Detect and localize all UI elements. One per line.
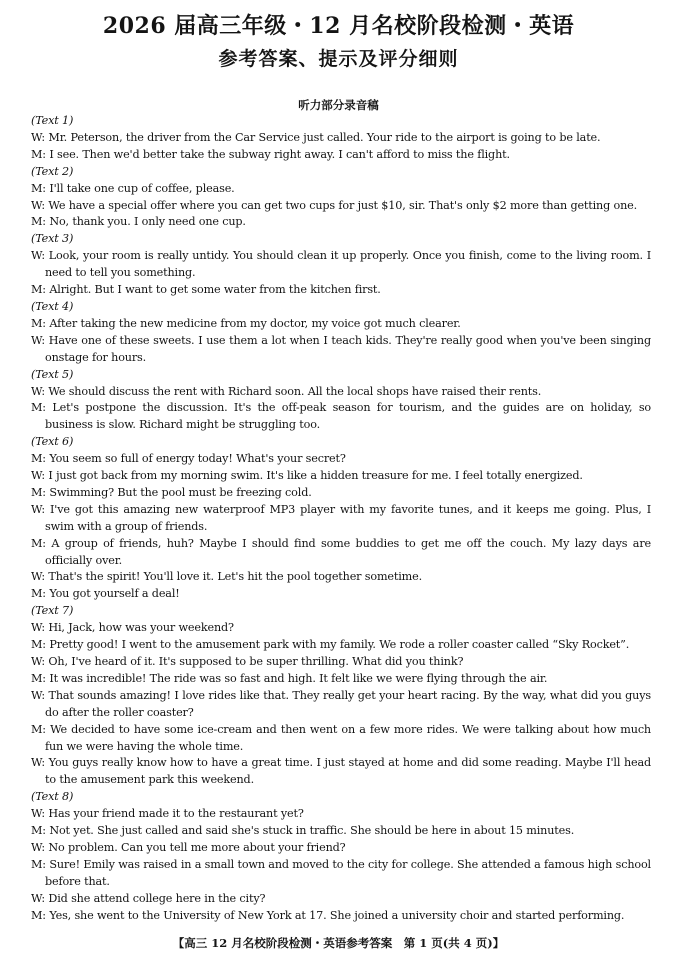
dialogue-line: M: Alright. But I want to get some water from the kitchen first. bbox=[31, 283, 381, 297]
dialogue-line: M: You seem so full of energy today! What's your secret? bbox=[31, 452, 346, 466]
dialogue-line: M: After taking the new medicine from my doctor, my voice got much clearer. bbox=[31, 316, 461, 330]
transcript-body bbox=[31, 113, 651, 925]
dialogue-line: W: That sounds amazing! I love rides like that. They really get your heart racing. By the way, what did you guys do after the roller coaster? bbox=[31, 688, 651, 719]
document-title: 2026 届高三年级・12 月名校阶段检测・英语 bbox=[102, 13, 575, 39]
dialogue-line: W: Look, your room is really untidy. You should clean it up properly. Once you finish, come to the living room. I need to tell you something. bbox=[31, 249, 651, 280]
dialogue-line: W: We have a special offer where you can get two cups for just $10, sir. That's only $2 more than getting one. bbox=[31, 198, 638, 212]
dialogue-line: W: Has your friend made it to the restaurant yet? bbox=[31, 807, 304, 821]
text-number-label: (Text 6) bbox=[31, 435, 74, 449]
text-number-label: (Text 3) bbox=[31, 232, 74, 246]
dialogue-line: W: Hi, Jack, how was your weekend? bbox=[31, 621, 234, 635]
dialogue-line: M: Sure! Emily was raised in a small town and moved to the city for college. She attended a famous high school before that. bbox=[31, 857, 651, 888]
text-number-label: (Text 2) bbox=[31, 164, 74, 178]
dialogue-line: M: I'll take one cup of coffee, please. bbox=[31, 181, 235, 195]
dialogue-line: W: We should discuss the rent with Richard soon. All the local shops have raised their rents. bbox=[31, 384, 542, 398]
text-number-label: (Text 1) bbox=[31, 114, 74, 127]
section-title: 听力部分录音稿 bbox=[298, 98, 379, 112]
dialogue-line: W: No problem. Can you tell me more about your friend? bbox=[31, 840, 346, 854]
dialogue-line: W: That's the spirit! You'll love it. Let's hit the pool together sometime. bbox=[31, 570, 422, 584]
dialogue-line: M: Pretty good! I went to the amusement park with my family. We rode a roller coaster called “Sky Rocket”. bbox=[31, 638, 630, 652]
text-number-label: (Text 7) bbox=[31, 604, 74, 618]
dialogue-line: W: I've got this amazing new waterproof MP3 player with my favorite tunes, and it keeps me going. Plus, I swim with a group of friends. bbox=[31, 502, 651, 533]
dialogue-line: W: Have one of these sweets. I use them a lot when I teach kids. They're really good when you've been singing onstage for hours. bbox=[31, 333, 651, 364]
dialogue-line: W: You guys really know how to have a great time. I just stayed at home and did some reading. Maybe I'll head to the amusement park this weekend. bbox=[31, 756, 651, 787]
dialogue-line: M: You got yourself a deal! bbox=[31, 587, 180, 601]
text-number-label: (Text 8) bbox=[31, 790, 74, 804]
dialogue-line: M: We decided to have some ice-cream and then went on a few more rides. We were talking about how much fun we were having the whole time. bbox=[31, 722, 651, 753]
dialogue-line: W: Oh, I've heard of it. It's supposed to be super thrilling. What did you think? bbox=[31, 655, 464, 668]
dialogue-line: M: I see. Then we'd better take the subway right away. I can't afford to miss the flight. bbox=[31, 147, 510, 161]
text-number-label: (Text 4) bbox=[31, 299, 74, 313]
dialogue-line: M: Not yet. She just called and said she's stuck in traffic. She should be here in about 15 minutes. bbox=[31, 824, 575, 838]
dialogue-line: W: I just got back from my morning swim. It's like a hidden treasure for me. I feel totally energized. bbox=[31, 469, 583, 483]
page-footer: 【高三 12 月名校阶段检测・英语参考答案 第 1 页(共 4 页)】 bbox=[172, 936, 505, 950]
document-subtitle: 参考答案、提示及评分细则 bbox=[218, 48, 459, 70]
dialogue-line: M: Let's postpone the discussion. It's the off-peak season for tourism, and the guides are on holiday, so business is slow. Richard might be struggling too. bbox=[31, 401, 651, 432]
dialogue-line: M: Swimming? But the pool must be freezing cold. bbox=[31, 485, 312, 499]
dialogue-line: M: Yes, she went to the University of New York at 17. She joined a university choir and started performing. bbox=[31, 908, 625, 922]
dialogue-line: M: A group of friends, huh? Maybe I should find some buddies to get me off the couch. My lazy days are officially over. bbox=[31, 536, 651, 567]
dialogue-line: M: No, thank you. I only need one cup. bbox=[31, 215, 246, 229]
dialogue-line: W: Mr. Peterson, the driver from the Car Service just called. Your ride to the airport is going to be late. bbox=[31, 130, 601, 144]
text-number-label: (Text 5) bbox=[31, 367, 74, 381]
dialogue-line: M: It was incredible! The ride was so fast and high. It felt like we were flying through the air. bbox=[31, 671, 548, 685]
dialogue-line: W: Did she attend college here in the city? bbox=[31, 891, 266, 905]
